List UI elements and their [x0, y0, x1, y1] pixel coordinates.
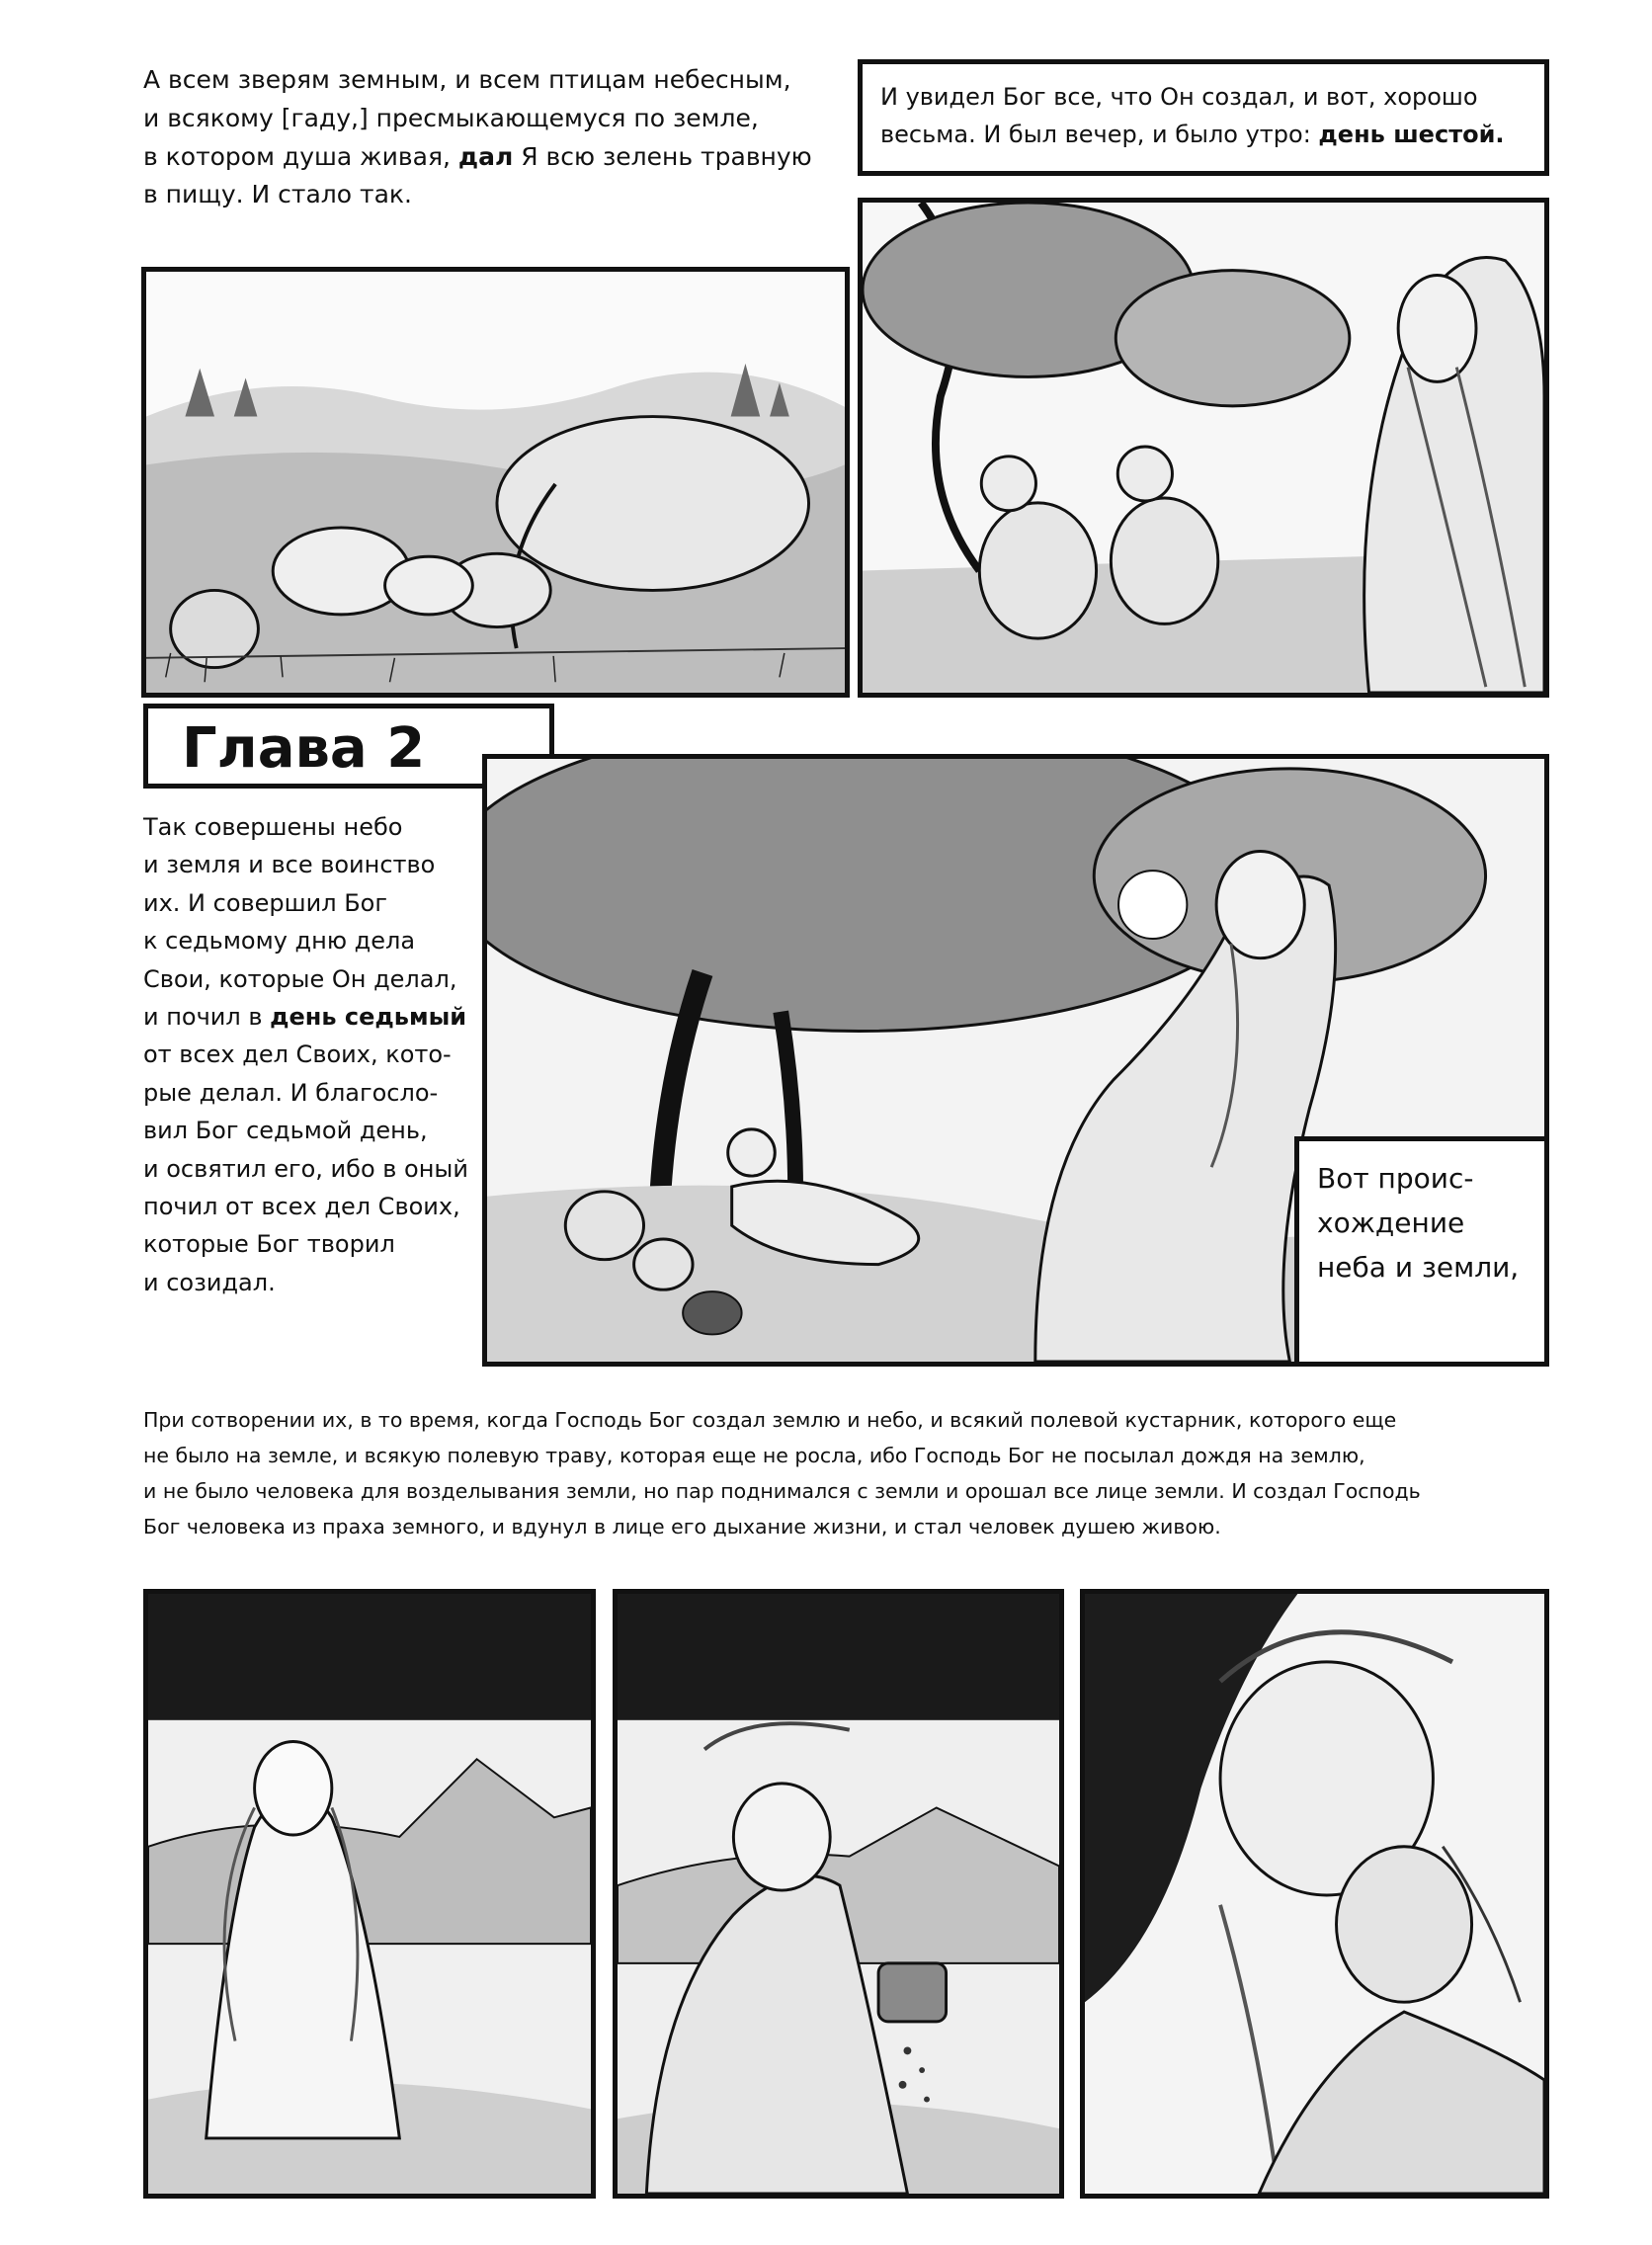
caption-line: в пищу. И стало так.	[143, 180, 412, 209]
caption-line: При сотворении их, в то время, когда Господь Бог создал землю и небо, и всякий полевой кустарник, которого еще	[143, 1408, 1397, 1432]
illustration-god-standing	[148, 1594, 591, 2194]
caption-line: и почил в день седьмый	[143, 1002, 467, 1031]
illustration-animals	[146, 272, 845, 693]
caption-line: и земля и все воинство	[143, 851, 436, 879]
caption-line: в котором душа живая, дал Я всю зелень травную	[143, 141, 812, 171]
caption-top-right	[858, 59, 1549, 176]
panel-god-standing	[143, 1589, 596, 2199]
illustration-god-dust	[618, 1594, 1059, 2194]
caption-line: и освятил его, ибо в оный	[143, 1154, 468, 1183]
panel-god-forming-dust	[613, 1589, 1064, 2199]
caption-chapter	[143, 808, 469, 1301]
chapter-title-text: Глава 2	[182, 716, 426, 781]
caption-line: и не было человека для возделывания земли, но пар поднимался с земли и орошал все лице земли. И создал Господь	[143, 1478, 1421, 1503]
caption-line: почил от всех дел Своих,	[143, 1192, 460, 1220]
caption-line: И увидел Бог все, что Он создал, и вот, хорошо	[880, 83, 1478, 111]
caption-line: Вот проис-	[1317, 1162, 1474, 1195]
panel-animals-grazing	[141, 267, 850, 698]
caption-line: и всякому [гаду,] пресмыкающемуся по земле,	[143, 103, 759, 132]
panel-adam-eve-creator	[858, 198, 1549, 698]
caption-line: к седьмому дню дела	[143, 927, 416, 956]
caption-top-left	[143, 61, 835, 214]
caption-line: А всем зверям земным, и всем птицам небесным,	[143, 65, 791, 94]
caption-line: и созидал.	[143, 1268, 276, 1296]
illustration-adam-eve	[863, 203, 1544, 693]
caption-line: хождение	[1317, 1206, 1465, 1239]
caption-line: Так совершены небо	[143, 813, 403, 841]
caption-line: весьма. И был вечер, и было утро: день шестой.	[880, 121, 1505, 149]
caption-line: которые Бог творил	[143, 1230, 395, 1259]
caption-origin-box	[1294, 1136, 1549, 1367]
caption-line: Свои, которые Он делал,	[143, 964, 457, 993]
caption-line: вил Бог седьмой день,	[143, 1117, 428, 1145]
panel-breath-of-life	[1080, 1589, 1549, 2199]
caption-line: их. И совершил Бог	[143, 888, 387, 917]
caption-middle	[143, 1403, 1566, 1545]
caption-line: не было на земле, и всякую полевую траву, которая еще не росла, ибо Господь Бог не посылал дождя на землю,	[143, 1443, 1365, 1467]
illustration-breath-of-life	[1085, 1594, 1544, 2194]
caption-line: от всех дел Своих, кото-	[143, 1040, 452, 1069]
caption-line: Бог человека из праха земного, и вдунул в лице его дыхание жизни, и стал человек душею живою.	[143, 1514, 1221, 1538]
caption-line: рые делал. И благосло-	[143, 1078, 439, 1107]
caption-line: неба и земли,	[1317, 1250, 1520, 1284]
